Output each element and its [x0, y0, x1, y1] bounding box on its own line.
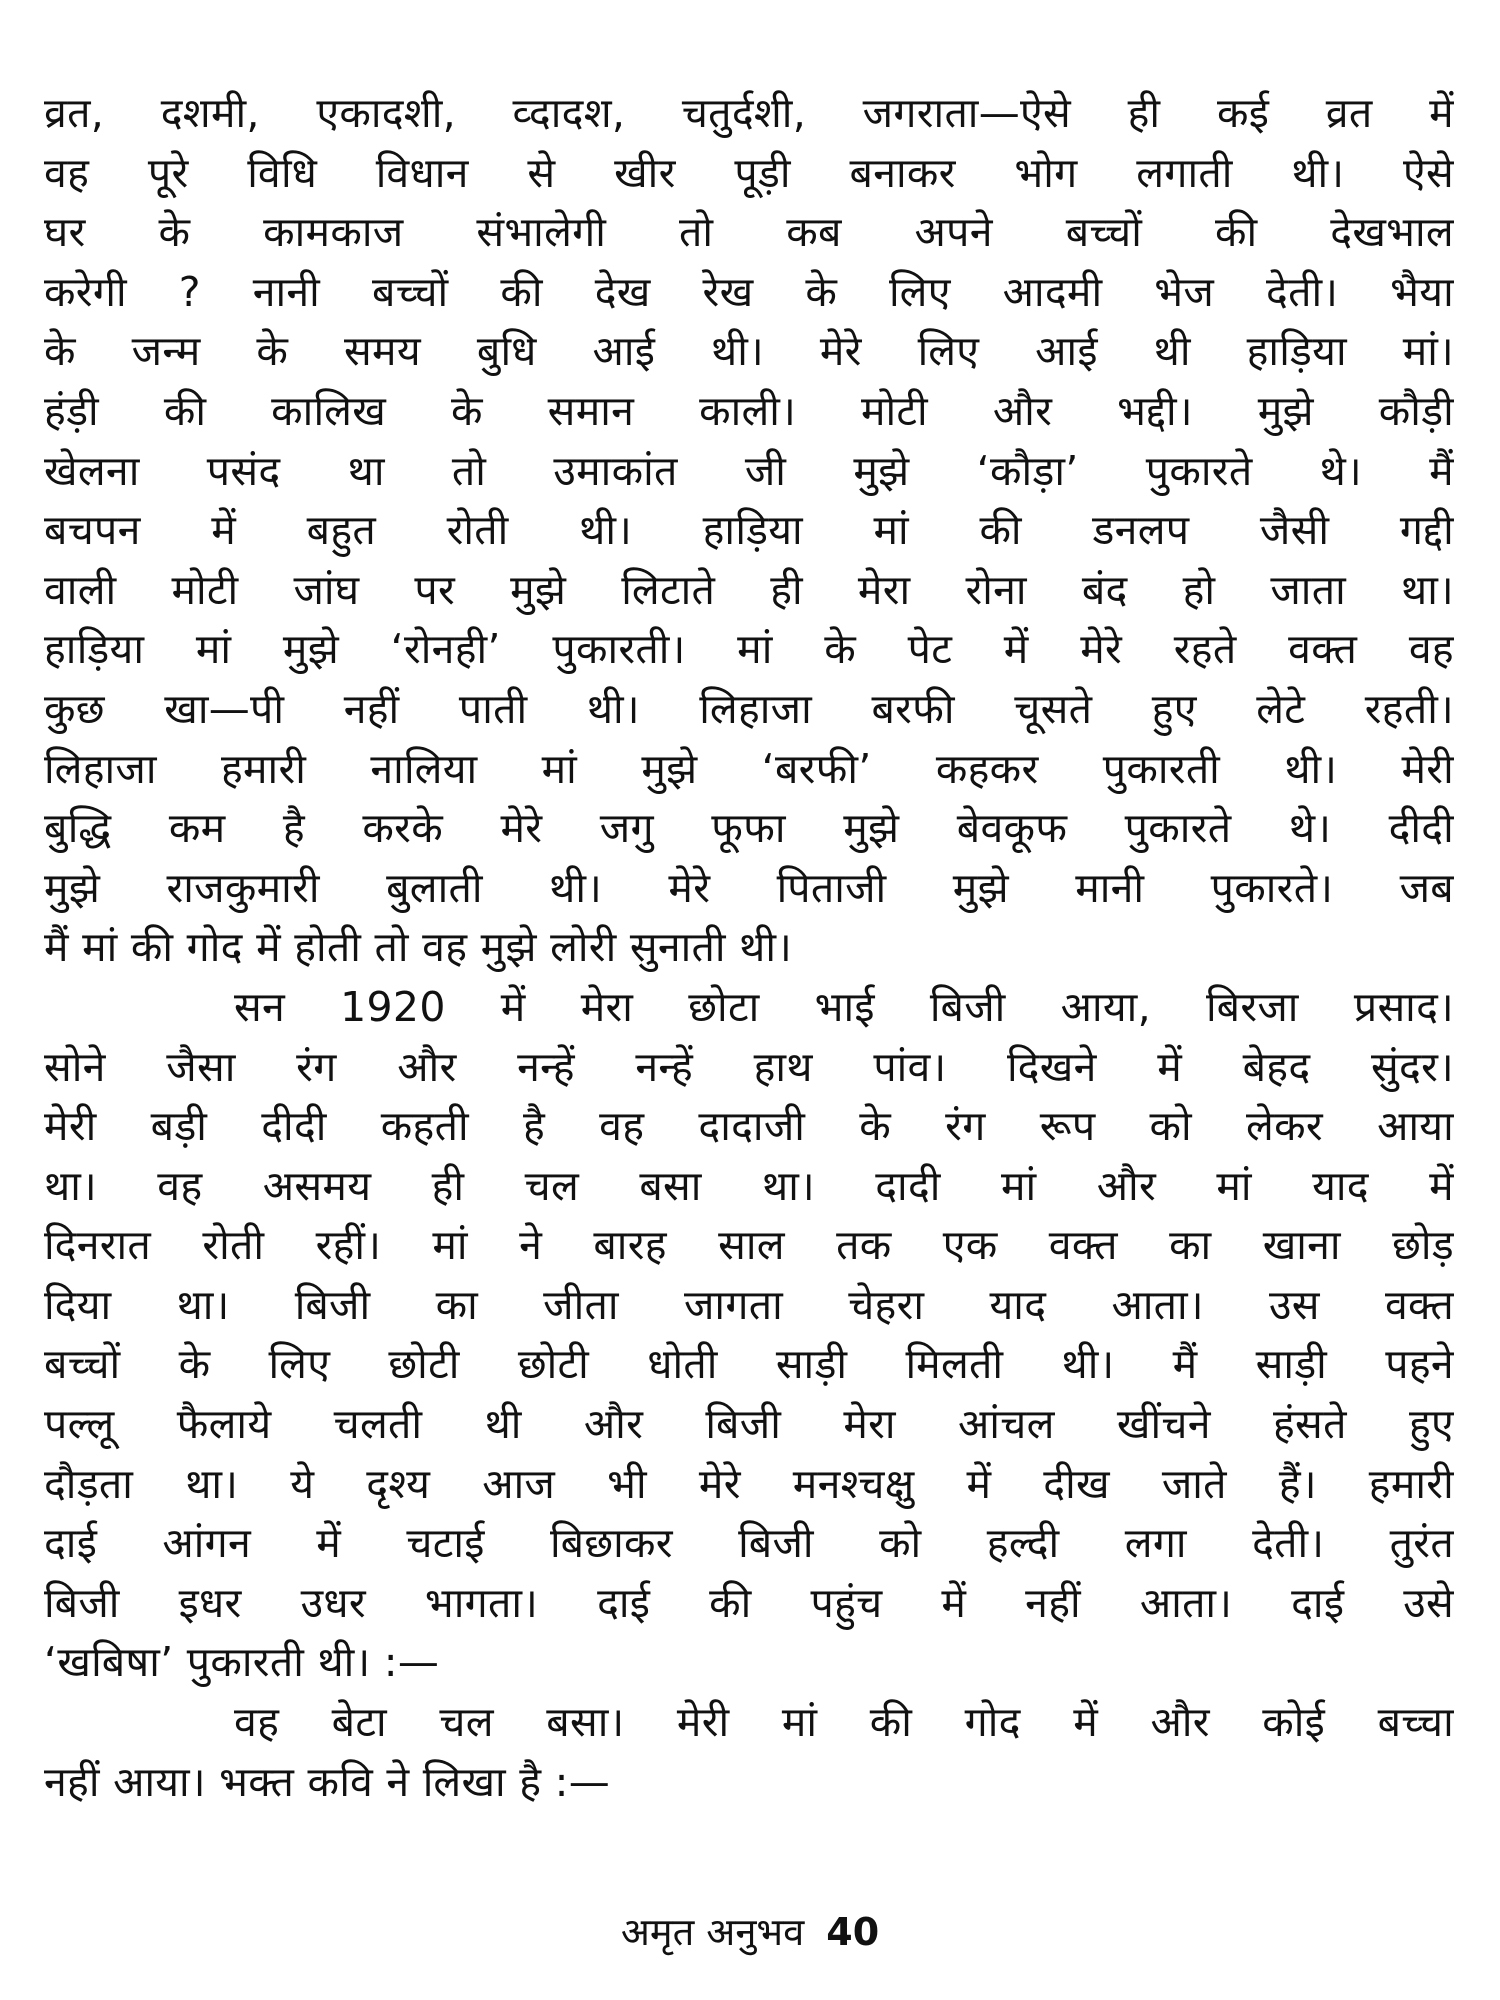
paragraph-end-line: मैं मां की गोद में होती तो वह मुझे लोरी सुनाती थी।	[44, 923, 793, 972]
page-footer	[0, 1905, 1500, 1957]
text-line: बिजी इधर उधर भागता। दाई की पहुंच में नहीं आता। दाई उसे	[44, 1578, 1454, 1627]
paragraph-start-line: सन 1920 में मेरा छोटा भाई बिजी आया, बिरजा प्रसाद।	[234, 982, 1454, 1031]
text-line: लिहाजा हमारी नालिया मां मुझे ‘बरफी’ कहकर पुकारती थी। मेरी	[44, 744, 1454, 793]
text-line: दिनरात रोती रहीं। मां ने बारह साल तक एक वक्त का खाना छोड़	[44, 1221, 1454, 1270]
paragraph-end-line: ‘खबिषा’ पुकारती थी। :—	[44, 1638, 440, 1687]
text-line: बचपन में बहुत रोती थी। हाड़िया मां की डनलप जैसी गद्दी	[44, 506, 1454, 555]
text-line: मेरी बड़ी दीदी कहती है वह दादाजी के रंग रूप को लेकर आया	[44, 1102, 1454, 1151]
text-line: वह पूरे विधि विधान से खीर पूड़ी बनाकर भोग लगाती थी। ऐसे	[44, 148, 1454, 197]
text-line: करेगी ? नानी बच्चों की देख रेख के लिए आदमी भेज देती। भैया	[44, 267, 1454, 316]
text-line: दाई आंगन में चटाई बिछाकर बिजी को हल्दी लगा देती। तुरंत	[44, 1519, 1454, 1568]
text-line: था। वह असमय ही चल बसा था। दादी मां और मां याद में	[44, 1161, 1454, 1210]
text-line: दिया था। बिजी का जीता जागता चेहरा याद आता। उस वक्त	[44, 1280, 1454, 1329]
text-line: व्रत, दशमी, एकादशी, व्दादश, चतुर्दशी, जगराता—ऐसे ही कई व्रत में	[44, 89, 1454, 137]
text-line: कुछ खा—पी नहीं पाती थी। लिहाजा बरफी चूसते हुए लेटे रहती।	[44, 684, 1454, 733]
text-line: खेलना पसंद था तो उमाकांत जी मुझे ‘कौड़ा’ पुकारते थे। मैं	[44, 446, 1454, 495]
page-number: 40	[826, 1910, 880, 1954]
text-line: मुझे राजकुमारी बुलाती थी। मेरे पिताजी मुझे मानी पुकारते। जब	[44, 863, 1454, 912]
text-line: घर के कामकाज संभालेगी तो कब अपने बच्चों की देखभाल	[44, 208, 1454, 257]
text-line: सोने जैसा रंग और नन्हें नन्हें हाथ पांव। दिखने में बेहद सुंदर।	[44, 1042, 1454, 1091]
text-line: पल्लू फैलाये चलती थी और बिजी मेरा आंचल खींचने हंसते हुए	[44, 1400, 1454, 1449]
text-line: बच्चों के लिए छोटी छोटी धोती साड़ी मिलती थी। मैं साड़ी पहने	[44, 1340, 1454, 1389]
text-line: वाली मोटी जांघ पर मुझे लिटाते ही मेरा रोना बंद हो जाता था।	[44, 565, 1454, 614]
paragraph-start-line: वह बेटा चल बसा। मेरी मां की गोद में और कोई बच्चा	[234, 1698, 1454, 1747]
book-title: अमृत अनुभव	[620, 1910, 805, 1954]
text-line: दौड़ता था। ये दृश्य आज भी मेरे मनश्चक्षु में दीख जाते हैं। हमारी	[44, 1459, 1454, 1508]
text-line: बुद्धि कम है करके मेरे जगु फूफा मुझे बेवकूफ पुकारते थे। दीदी	[44, 804, 1454, 853]
paragraph-end-line: नहीं आया। भक्त कवि ने लिखा है :—	[44, 1757, 611, 1806]
page-body-text	[44, 84, 1454, 1812]
text-line: हाड़िया मां मुझे ‘रोनही’ पुकारती। मां के पेट में मेरे रहते वक्त वह	[44, 625, 1454, 674]
text-line: हंड़ी की कालिख के समान काली। मोटी और भद्दी। मुझे कौड़ी	[44, 386, 1454, 435]
text-line: के जन्म के समय बुधि आई थी। मेरे लिए आई थी हाड़िया मां।	[44, 327, 1454, 376]
